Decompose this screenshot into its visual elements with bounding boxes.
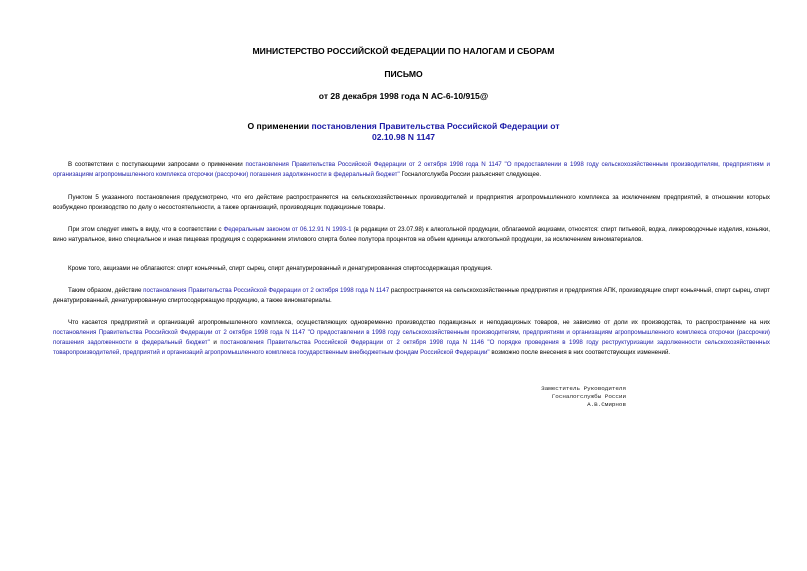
p1-text-a: В соответствии с поступающими запросами о применении <box>68 161 246 168</box>
paragraph-3 <box>53 225 770 245</box>
p6-text-a: Что касается предприятий и организаций агропромышленного комплекса, осуществляющих одновременно производство подакцизных и неподакцизных товаров, не зависимо от доли их производства, то распространение на них <box>68 319 770 326</box>
paragraph-4: Кроме того, акцизами не облагаются: спирт коньячный, спирт сырец, спирт денатурированный и денатурированная спиртосодержащая продукция. <box>68 265 493 272</box>
signature-agency: Госналогслужбы России <box>551 393 626 400</box>
p6-text-mid: и <box>209 338 221 346</box>
signature-position: Заместитель Руководителя <box>541 385 626 392</box>
ministry-heading: МИНИСТЕРСТВО РОССИЙСКОЙ ФЕДЕРАЦИИ ПО НАЛОГАМ И СБОРАМ <box>252 46 555 56</box>
p5-link[interactable]: постановления Правительства Российской Федерации от 2 октября 1998 года N 1147 <box>143 287 390 294</box>
paragraph-2: Пунктом 5 указанного постановления предусмотрено, что его действие распространяется на сельскохозяйственных производителей и предприятия агропромышленного комплекса за исключением предприятий, в отношении которых возбуждено производство по делу о несостоятельности, а также организаций, производящих подакцизные товары. <box>53 194 770 211</box>
p1-text-b: Госналогслужба России разъясняет следующее. <box>399 170 542 178</box>
document-subject <box>230 121 577 143</box>
document-type: ПИСЬМО <box>384 69 423 79</box>
p1-link[interactable]: постановления Правительства Российской Федерации от 2 октября 1998 года N 1147 "О предоставлении в 1998 году сельскохозяйственным производителям, предприятиям и организациям агропромышленного комплекса отсрочки (рассрочки) погашения задолженности в федеральный бюджет" <box>53 161 770 178</box>
subject-link[interactable]: постановления Правительства Российской Федерации от 02.10.98 N 1147 <box>311 121 560 142</box>
signature-block <box>512 385 626 409</box>
paragraph-6 <box>53 318 770 358</box>
subject-prefix: О применении <box>247 121 312 131</box>
p6-text-b: возможно после внесения в них соответствующих изменений. <box>489 348 671 356</box>
p5-text-b: распространяется на сельскохозяйственные предприятия и предприятия АПК, производящие спирт коньячный, спирт сырец, спирт денатурированный, денатурированную спиртосодержащую продукцию, а также виноматериалы. <box>53 287 770 304</box>
signature-name: А.В.Смирнов <box>587 401 626 408</box>
p3-text-b: (в редакции от 23.07.98) к алкогольной продукции, облагаемой акцизами, относятся: спирт питьевой, водка, ликероводочные изделия, коньяки, вино натуральное, вино специальное и иная пищевая продукция с содержанием этилового спирта более полутора процентов на объем единицы алкогольной продукции, за исключением виноматериалов. <box>53 226 770 243</box>
paragraph-5 <box>53 286 770 306</box>
document-date-number: от 28 декабря 1998 года N АС-6-10/915@ <box>318 91 489 101</box>
p5-text-a: Таким образом, действие <box>68 287 144 294</box>
p6-link-1[interactable]: постановления Правительства Российской Федерации от 2 октября 1998 года N 1147 "О предоставлении в 1998 году сельскохозяйственным производителям, предприятиям и организациям агропромышленного комплекса отсрочки (рассрочки) погашения задолженности в федеральный бюджет" <box>53 328 770 346</box>
p6-link-2[interactable]: постановления Правительства Российской Федерации от 2 октября 1998 года N 1146 "О порядке проведения в 1998 году реструктуризации задолженности сельскохозяйственных товаропроизводителей, предприятий и организаций агропромышленного комплекса государственным внебюджетным фондам Российской Федерации" <box>53 338 770 356</box>
paragraph-1 <box>53 160 770 180</box>
p3-text-a: При этом следует иметь в виду, что в соответствии с <box>68 226 224 233</box>
p3-link[interactable]: Федеральным законом от 06.12.91 N 1993-1 <box>223 226 352 233</box>
